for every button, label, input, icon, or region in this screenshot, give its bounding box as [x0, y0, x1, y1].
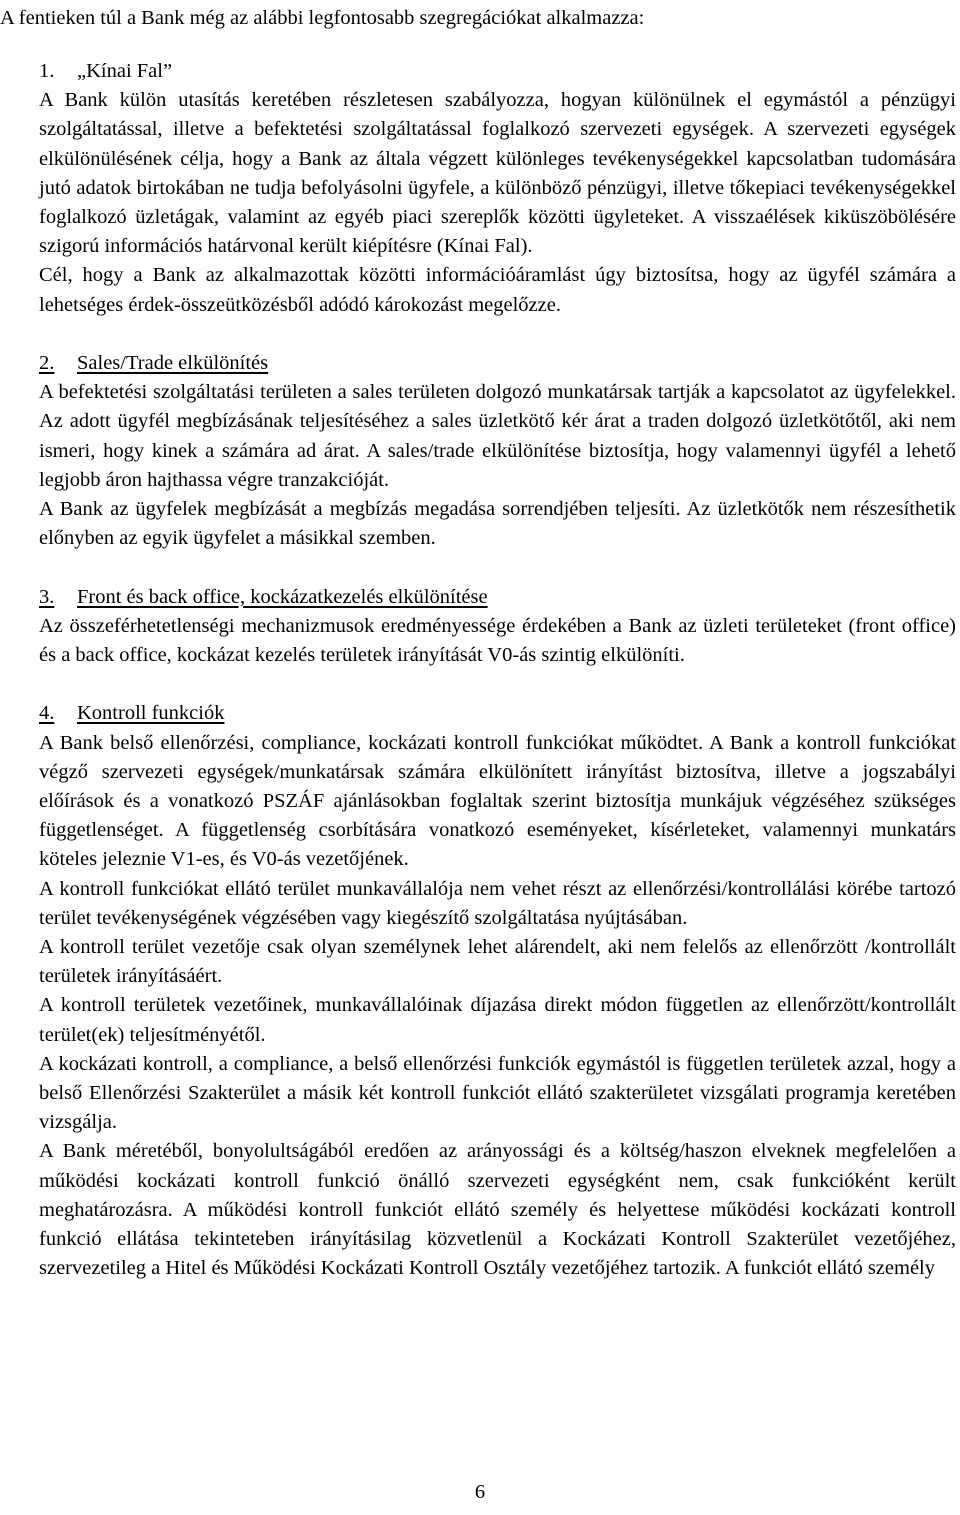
- intro-text: A fentieken túl a Bank még az alábbi legfontosabb szegregációkat alkalmazza:: [0, 7, 645, 29]
- paragraph: A kockázati kontroll, a compliance, a belső ellenőrzési funkciók egymástól is független területek azzal, hogy a belső Ellenőrzési Szakterület a másik két kontroll funkciót ellátó szakterületet vizsgálati programja keretében vizsgálja.: [39, 1052, 956, 1134]
- section-front-back-office: [39, 583, 956, 671]
- paragraph: A Bank belső ellenőrzési, compliance, kockázati kontroll funkciókat működtet. A Bank a kontroll funkciókat végző szervezeti egységek/munkatársak számára elkülönített irányítást biztosítva, illetve a jogszabályi előírások és a vonatkozó PSZÁF ajánlásokban foglaltak szerint biztosítja munkájuk végzéséhez szükséges függetlenséget. A függetlenség csorbítására vonatkozó eseményeket, kísérleteket, valamennyi munkatárs köteles jeleznie V1-es, és V0-ás vezetőjének.: [39, 731, 956, 871]
- page-number: 6: [474, 1481, 486, 1503]
- paragraph: A kontroll funkciókat ellátó terület munkavállalója nem vehet részt az ellenőrzési/kontrollálási körébe tartozó terület tevékenységének végzésében vagy kiegészítő szolgáltatása nyújtásában.: [39, 877, 956, 929]
- paragraph: A kontroll terület vezetője csak olyan személynek lehet alárendelt, aki nem felelős az ellenőrzött /kontrollált területek irányításáért.: [39, 936, 956, 988]
- section-number: 1.: [39, 60, 55, 82]
- section-title: Kontroll funkciók: [77, 702, 225, 725]
- section-number: 4.: [39, 702, 55, 725]
- section-heading: [39, 349, 956, 378]
- paragraph: A Bank külön utasítás keretében részletesen szabályozza, hogyan különülnek el egymástól a pénzügyi szolgáltatással, illetve a befektetési szolgáltatással foglalkozó szervezeti egységek. A szervezeti egységek elkülönülésének célja, hogy a Bank az általa végzett különleges tevékenységekkel kapcsolatban tudomására jutó adatok birtokában ne tudja befolyásolni ügyfele, a különböző pénzügyi, illetve tőkepiaci tevékenységekkel foglalkozó üzletágak, valamint az egyéb piaci szereplők közötti ügyleteket. A visszaélések kiküszöbölésére szigorú információs határvonal került kiépítésre (Kínai Fal).: [39, 89, 956, 258]
- section-number: 3.: [39, 585, 55, 608]
- section-number: 2.: [39, 352, 55, 375]
- paragraph: A befektetési szolgáltatási területen a sales területen dolgozó munkatársak tartják a kapcsolatot az ügyfelekkel. Az adott ügyfél megbízásának teljesítéséhez a sales üzletkötő kér árat a traden dolgozó üzletkötőtől, aki nem ismeri, hogy kinek a számára ad árat. A sales/trade elkülönítése biztosítja, hogy valamennyi ügyfél a lehető legjobb áron hajthassa végre tranzakcióját.: [39, 381, 956, 491]
- section-sales-trade: [39, 349, 956, 553]
- section-title: „Kínai Fal”: [77, 60, 173, 82]
- document-body: [39, 57, 956, 1283]
- paragraph: Az összeférhetetlenségi mechanizmusok eredményessége érdekében a Bank az üzleti területeket (front office) és a back office, kockázat kezelés területek irányítását V0-ás szintig elkülöníti.: [39, 614, 956, 667]
- section-heading: [39, 583, 956, 612]
- section-title: Front és back office, kockázatkezelés elkülönítése: [77, 585, 488, 608]
- section-kontroll-funkciok: [39, 699, 956, 1283]
- paragraph: A kontroll területek vezetőinek, munkavállalóinak díjazása direkt módon független az ellenőrzött/kontrollált terület(ek) teljesítményétől.: [39, 994, 956, 1046]
- section-heading: [39, 699, 956, 728]
- paragraph: A Bank méretéből, bonyolultságából eredően az arányossági és a költség/haszon elveknek megfelelően a működési kockázati kontroll funkció önálló szervezeti egységként nem, csak funkcióként került meghatározásra. A működési kontroll funkciót ellátó személy és helyettese működési kockázati kontroll funkció ellátása tekinteteben irányításilag közvetlenül a Kockázati Kontroll Szakterület vezetőjéhez, szervezetileg a Hitel és Működési Kockázati Kontroll Osztály vezetőjéhez tartozik. A funkciót ellátó személy: [39, 1140, 956, 1280]
- section-heading: [39, 57, 956, 86]
- section-title: Sales/Trade elkülönítés: [77, 352, 269, 375]
- paragraph: A Bank az ügyfelek megbízását a megbízás megadása sorrendjében teljesíti. Az üzletkötők nem részesíthetik előnyben az egyik ügyfelet a másikkal szemben.: [39, 498, 956, 550]
- section-kinai-fal: [39, 57, 956, 320]
- paragraph: Cél, hogy a Bank az alkalmazottak közötti információáramlást úgy biztosítsa, hogy az ügyfél számára a lehetséges érdek-összeütközésből adódó károkozást megelőzze.: [39, 264, 956, 316]
